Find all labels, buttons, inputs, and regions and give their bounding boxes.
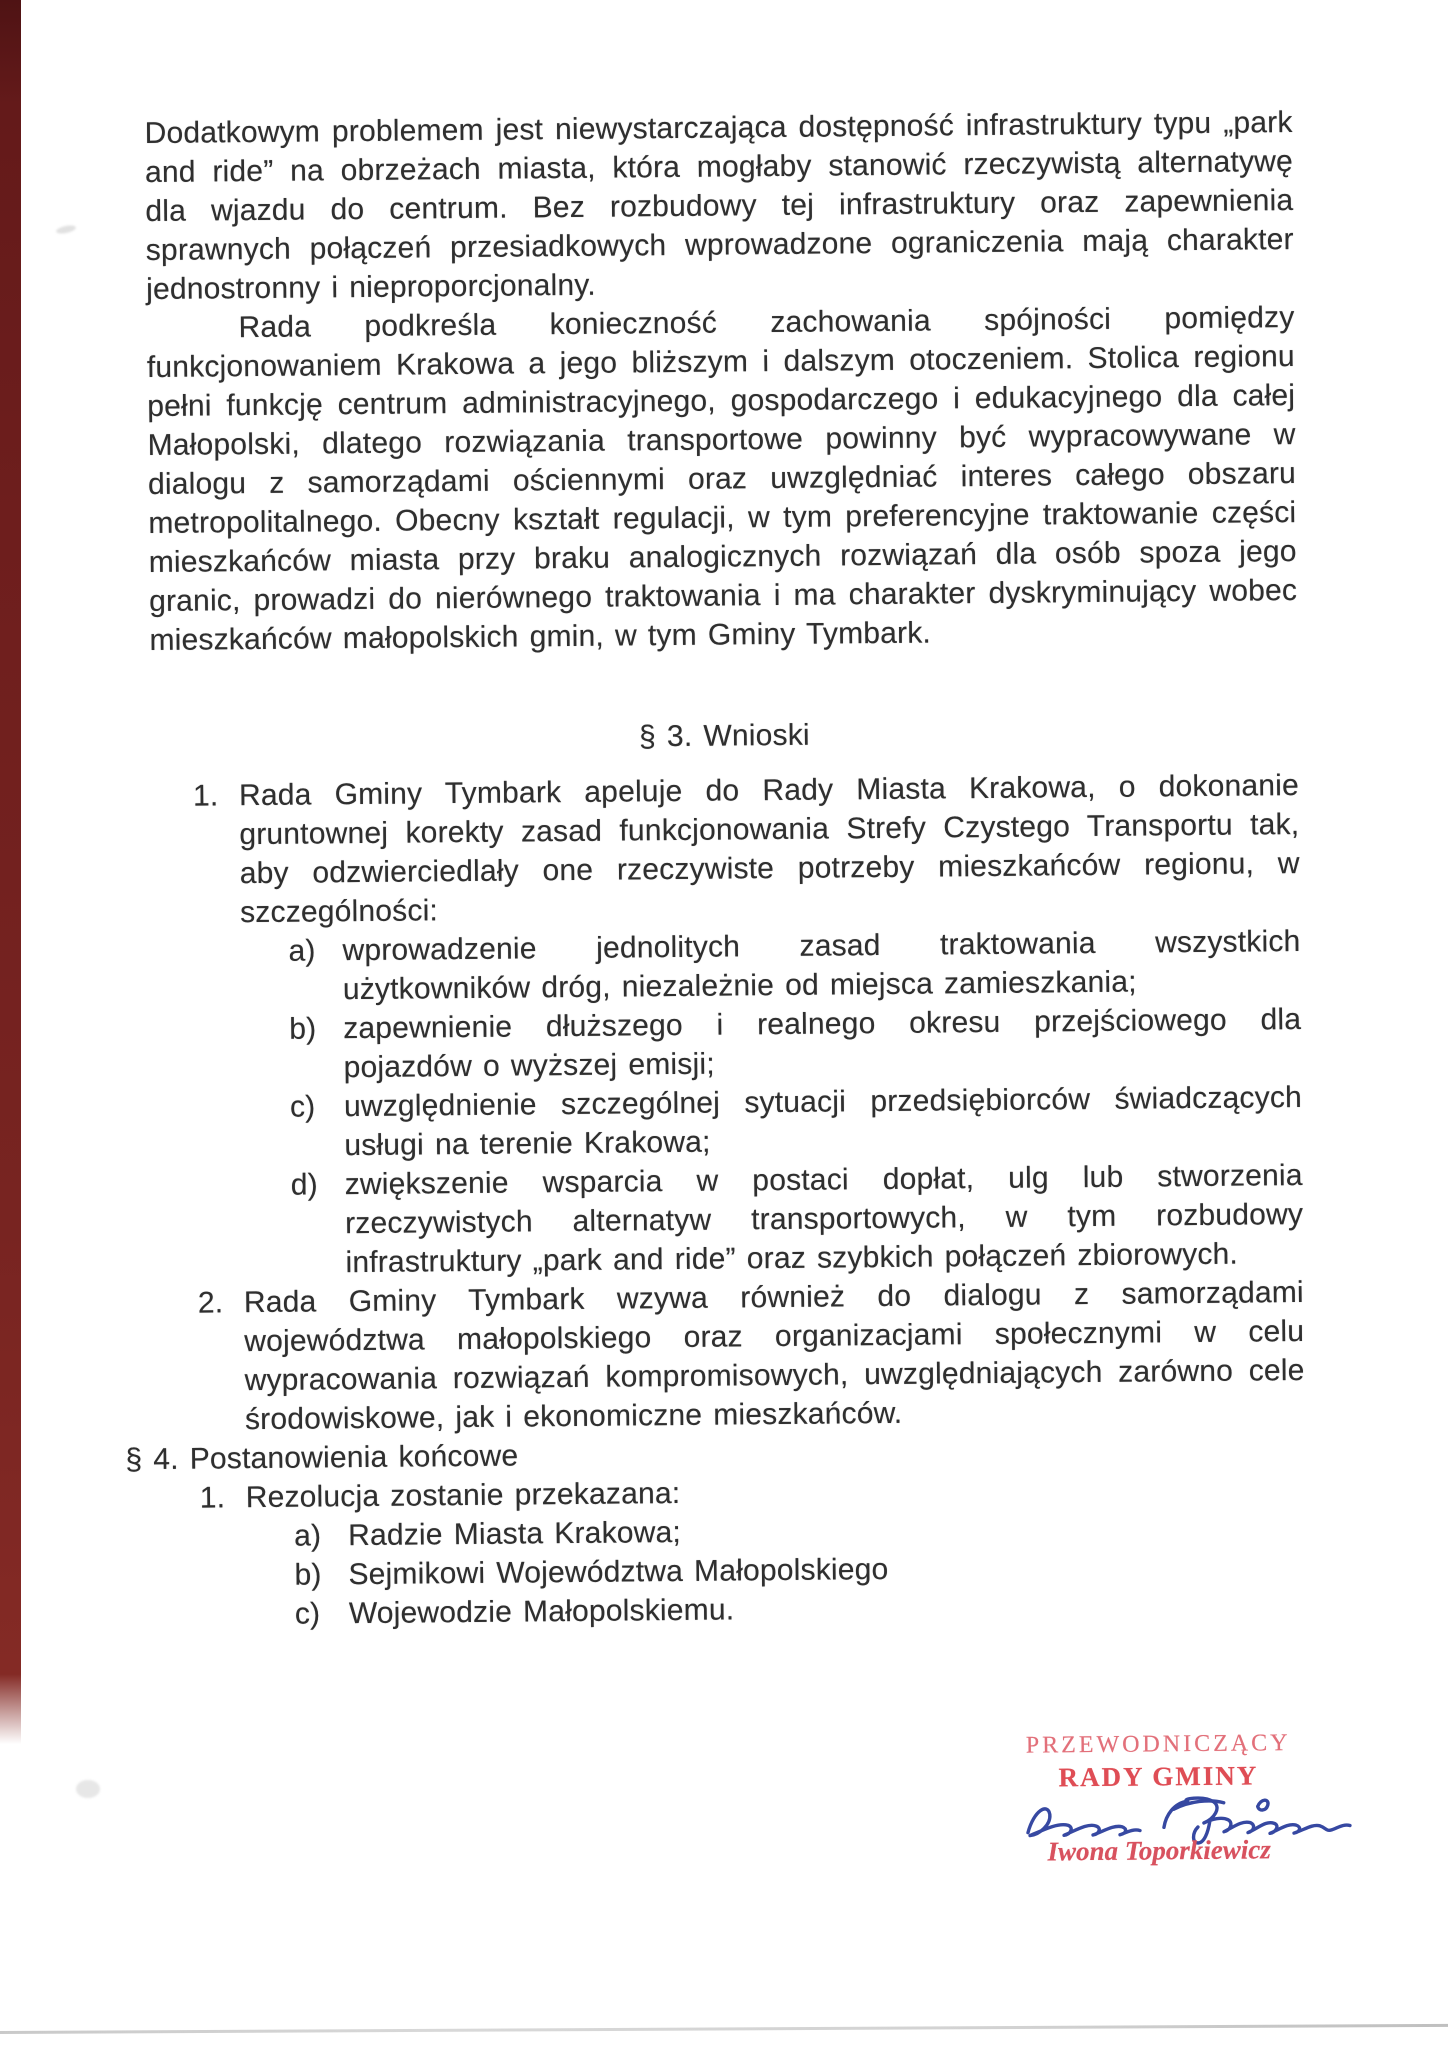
- subitem-text: wprowadzenie jednolitych zasad traktowania wszystkich użytkowników dróg, niezależnie od miejsca zamieszkania;: [342, 924, 1301, 1007]
- subitem-text: uwzględnienie szczególnej sytuacji przedsiębiorców świadczących usługi na terenie Krakowa;: [343, 1080, 1303, 1163]
- subitem-d: [155, 1156, 1304, 1284]
- subitem-letter: b): [289, 1012, 317, 1046]
- subitem-letter: c): [294, 1597, 321, 1631]
- stamp-title-line2: RADY GMINY: [1058, 1760, 1259, 1793]
- subitem-c: [154, 1078, 1303, 1167]
- list-item-1: [151, 766, 1300, 933]
- subitem-text: zwiększenie wsparcia w postaci dopłat, ulg lub stworzenia rzeczywistych alternatyw transportowych, w tym rozbudowy infrastruktury „park and ride” oraz szybkich połączeń zbiorowych.: [344, 1158, 1304, 1280]
- item-number: 2.: [197, 1286, 224, 1320]
- paragraph-1: Dodatkowym problemem jest niewystarczająca dostępność infrastruktury typu „park and ride” na obrzeżach miasta, która mogłaby stanowić rzeczywistą alternatywę dla wjazdu do centrum. Bez rozbudowy tej infrastruktury oraz zapewnienia sprawnych połączeń przesiadkowych wprowadzone ograniczenia mają charakter jednostronny i nieproporcjonalny.: [144, 106, 1294, 307]
- item-text: Rada Gminy Tymbark wzywa również do dialogu z samorządami województwa małopolskiego oraz organizacjami społecznymi w celu wypracowania rozwiązań kompromisowych, uwzględniających zarówno cele środowiskowe, jak i ekonomiczne mieszkańców.: [243, 1275, 1305, 1437]
- subitem-letter: a): [288, 934, 316, 968]
- recipient-text: Sejmikowi Województwa Małopolskiego: [348, 1552, 889, 1592]
- section-4-heading: § 4. Postanowienia końcowe: [125, 1439, 519, 1477]
- stamp-title-line1: PRZEWODNICZĄCY: [1025, 1730, 1291, 1759]
- list-item-2: [156, 1273, 1305, 1440]
- item-text: Rada Gminy Tymbark apeluje do Rady Miasta Krakowa, o dokonanie gruntownej korekty zasad funkcjonowania Strefy Czystego Transportu tak, aby odzwierciedlały one rzeczywiste potrzeby mieszkańców regionu, w szczególności:: [238, 768, 1300, 930]
- recipient-text: Wojewodzie Małopolskiemu.: [348, 1593, 735, 1631]
- signatory-name: Iwona Toporkiewicz: [1047, 1834, 1271, 1867]
- document-content: [125, 103, 1307, 1635]
- subitem-letter: c): [289, 1090, 316, 1124]
- item-number: 1.: [199, 1481, 226, 1515]
- recipient-text: Radzie Miasta Krakowa;: [347, 1515, 682, 1553]
- subitem-letter: b): [294, 1558, 322, 1592]
- subitem-a: [152, 922, 1301, 1011]
- item-text: Rezolucja zostanie przekazana:: [245, 1476, 681, 1515]
- subitem-text: zapewnienie dłuższego i realnego okresu przejściowego dla pojazdów o wyższej emisji;: [343, 1002, 1302, 1085]
- subitem-letter: a): [293, 1519, 322, 1553]
- subitem-b: [153, 1000, 1302, 1089]
- subitem-letter: d): [290, 1168, 318, 1202]
- signature-block: [993, 1728, 1325, 1911]
- section-3-heading: § 3. Wnioski: [638, 718, 810, 754]
- paragraph-2: Rada podkreśla konieczność zachowania spójności pomiędzy funkcjonowaniem Krakowa a jego bliższym i dalszym otoczeniem. Stolica regionu pełni funkcję centrum administracyjnego, gospodarczego i edukacyjnego dla całej Małopolski, dlatego rozwiązania transportowe powinny być wypracowywane w dialogu z samorządami ościennymi oraz uwzględniać interes całego obszaru metropolitalnego. Obecny kształt regulacji, w tym preferencyjne traktowanie części mieszkańców miasta przy braku analogicznych rozwiązań dla osób spoza jego granic, prowadzi do nierównego traktowania i ma charakter dyskryminujący wobec mieszkańców małopolskich gmin, w tym Gminy Tymbark.: [146, 301, 1298, 658]
- item-number: 1.: [192, 779, 219, 813]
